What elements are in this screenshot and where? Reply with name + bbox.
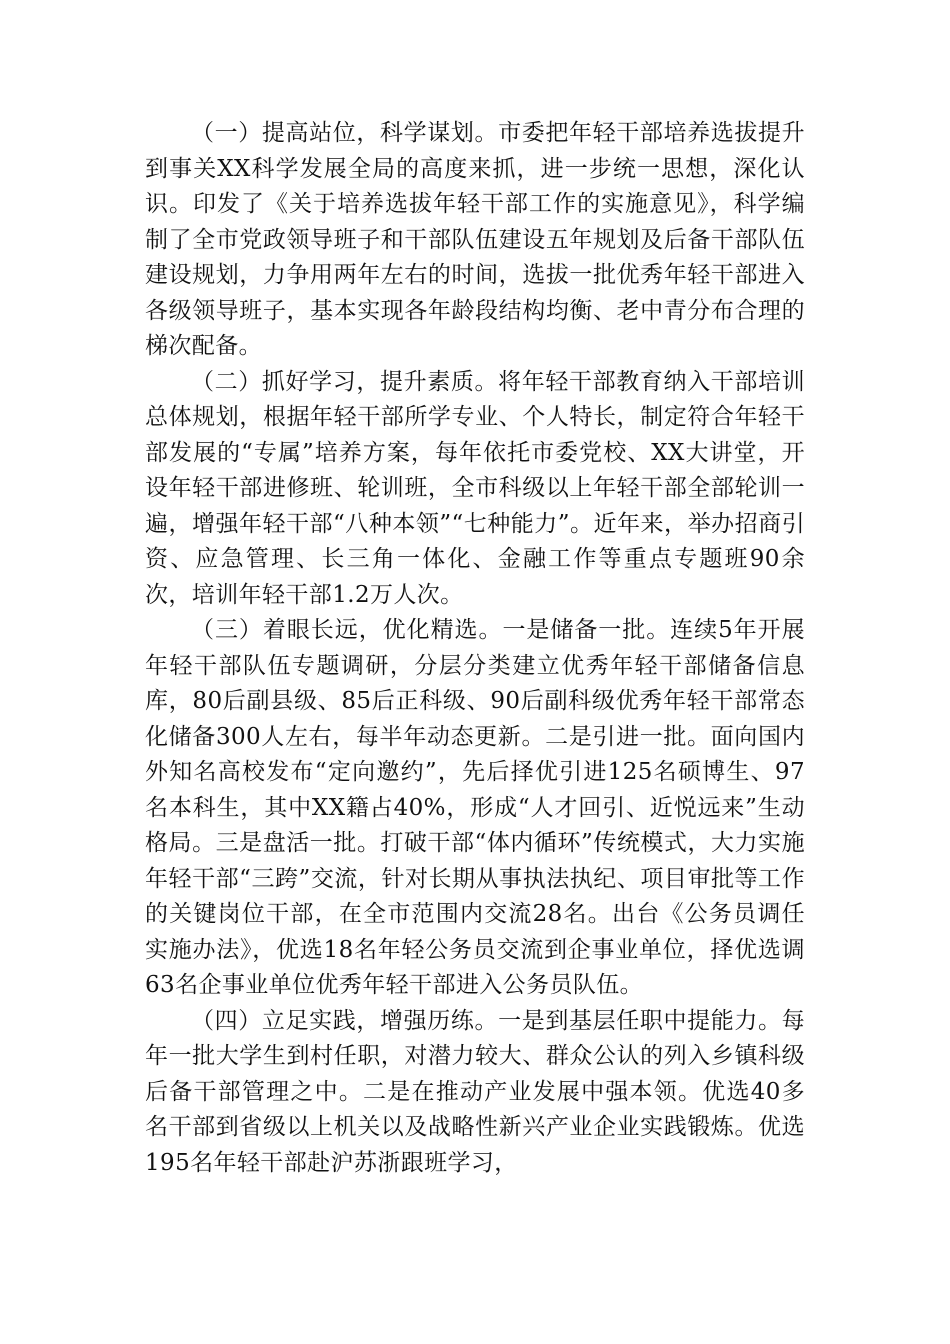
paragraph-2: （二）抓好学习，提升素质。将年轻干部教育纳入干部培训总体规划，根据年轻干部所学专业、个人特长，制定符合年轻干部发展的“专属”培养方案，每年依托市委党校、XX大讲堂，开设年轻干部进修班、轮训班，全市科级以上年轻干部全部轮训一遍，增强年轻干部“八种本领”“七种能力”。近年来，举办招商引资、应急管理、长三角一体化、金融工作等重点专题班90余次，培训年轻干部1.2万人次。 (145, 368, 805, 608)
paragraph-3: （三）着眼长远，优化精选。一是储备一批。连续5年开展年轻干部队伍专题调研，分层分类建立优秀年轻干部储备信息库，80后副县级、85后正科级、90后副科级优秀年轻干部常态化储备300人左右，每半年动态更新。二是引进一批。面向国内外知名高校发布“定向邀约”，先后择优引进125名硕博生、97名本科生，其中XX籍占40%，形成“人才回引、近悦远来”生动格局。三是盘活一批。打破干部“体内循环”传统模式，大力实施年轻干部“三跨”交流，针对长期从事执法执纪、项目审批等工作的关键岗位干部，在全市范围内交流28名。出台《公务员调任实施办法》，优选18名年轻公务员交流到企事业单位，择优选调63名企事业单位优秀年轻干部进入公务员队伍。 (145, 617, 805, 998)
document-body (145, 116, 805, 1181)
paragraph-4: （四）立足实践，增强历练。一是到基层任职中提能力。每年一批大学生到村任职，对潜力较大、群众公认的列入乡镇科级后备干部管理之中。二是在推动产业发展中强本领。优选40多名干部到省级以上机关以及战略性新兴产业企业实践锻炼。优选195名年轻干部赴沪苏浙跟班学习， (145, 1007, 805, 1176)
paragraph-1: （一）提高站位，科学谋划。市委把年轻干部培养选拔提升到事关XX科学发展全局的高度来抓，进一步统一思想，深化认识。印发了《关于培养选拔年轻干部工作的实施意见》，科学编制了全市党政领导班子和干部队伍建设五年规划及后备干部队伍建设规划，力争用两年左右的时间，选拔一批优秀年轻干部进入各级领导班子，基本实现各年龄段结构均衡、老中青分布合理的梯次配备。 (145, 120, 805, 359)
